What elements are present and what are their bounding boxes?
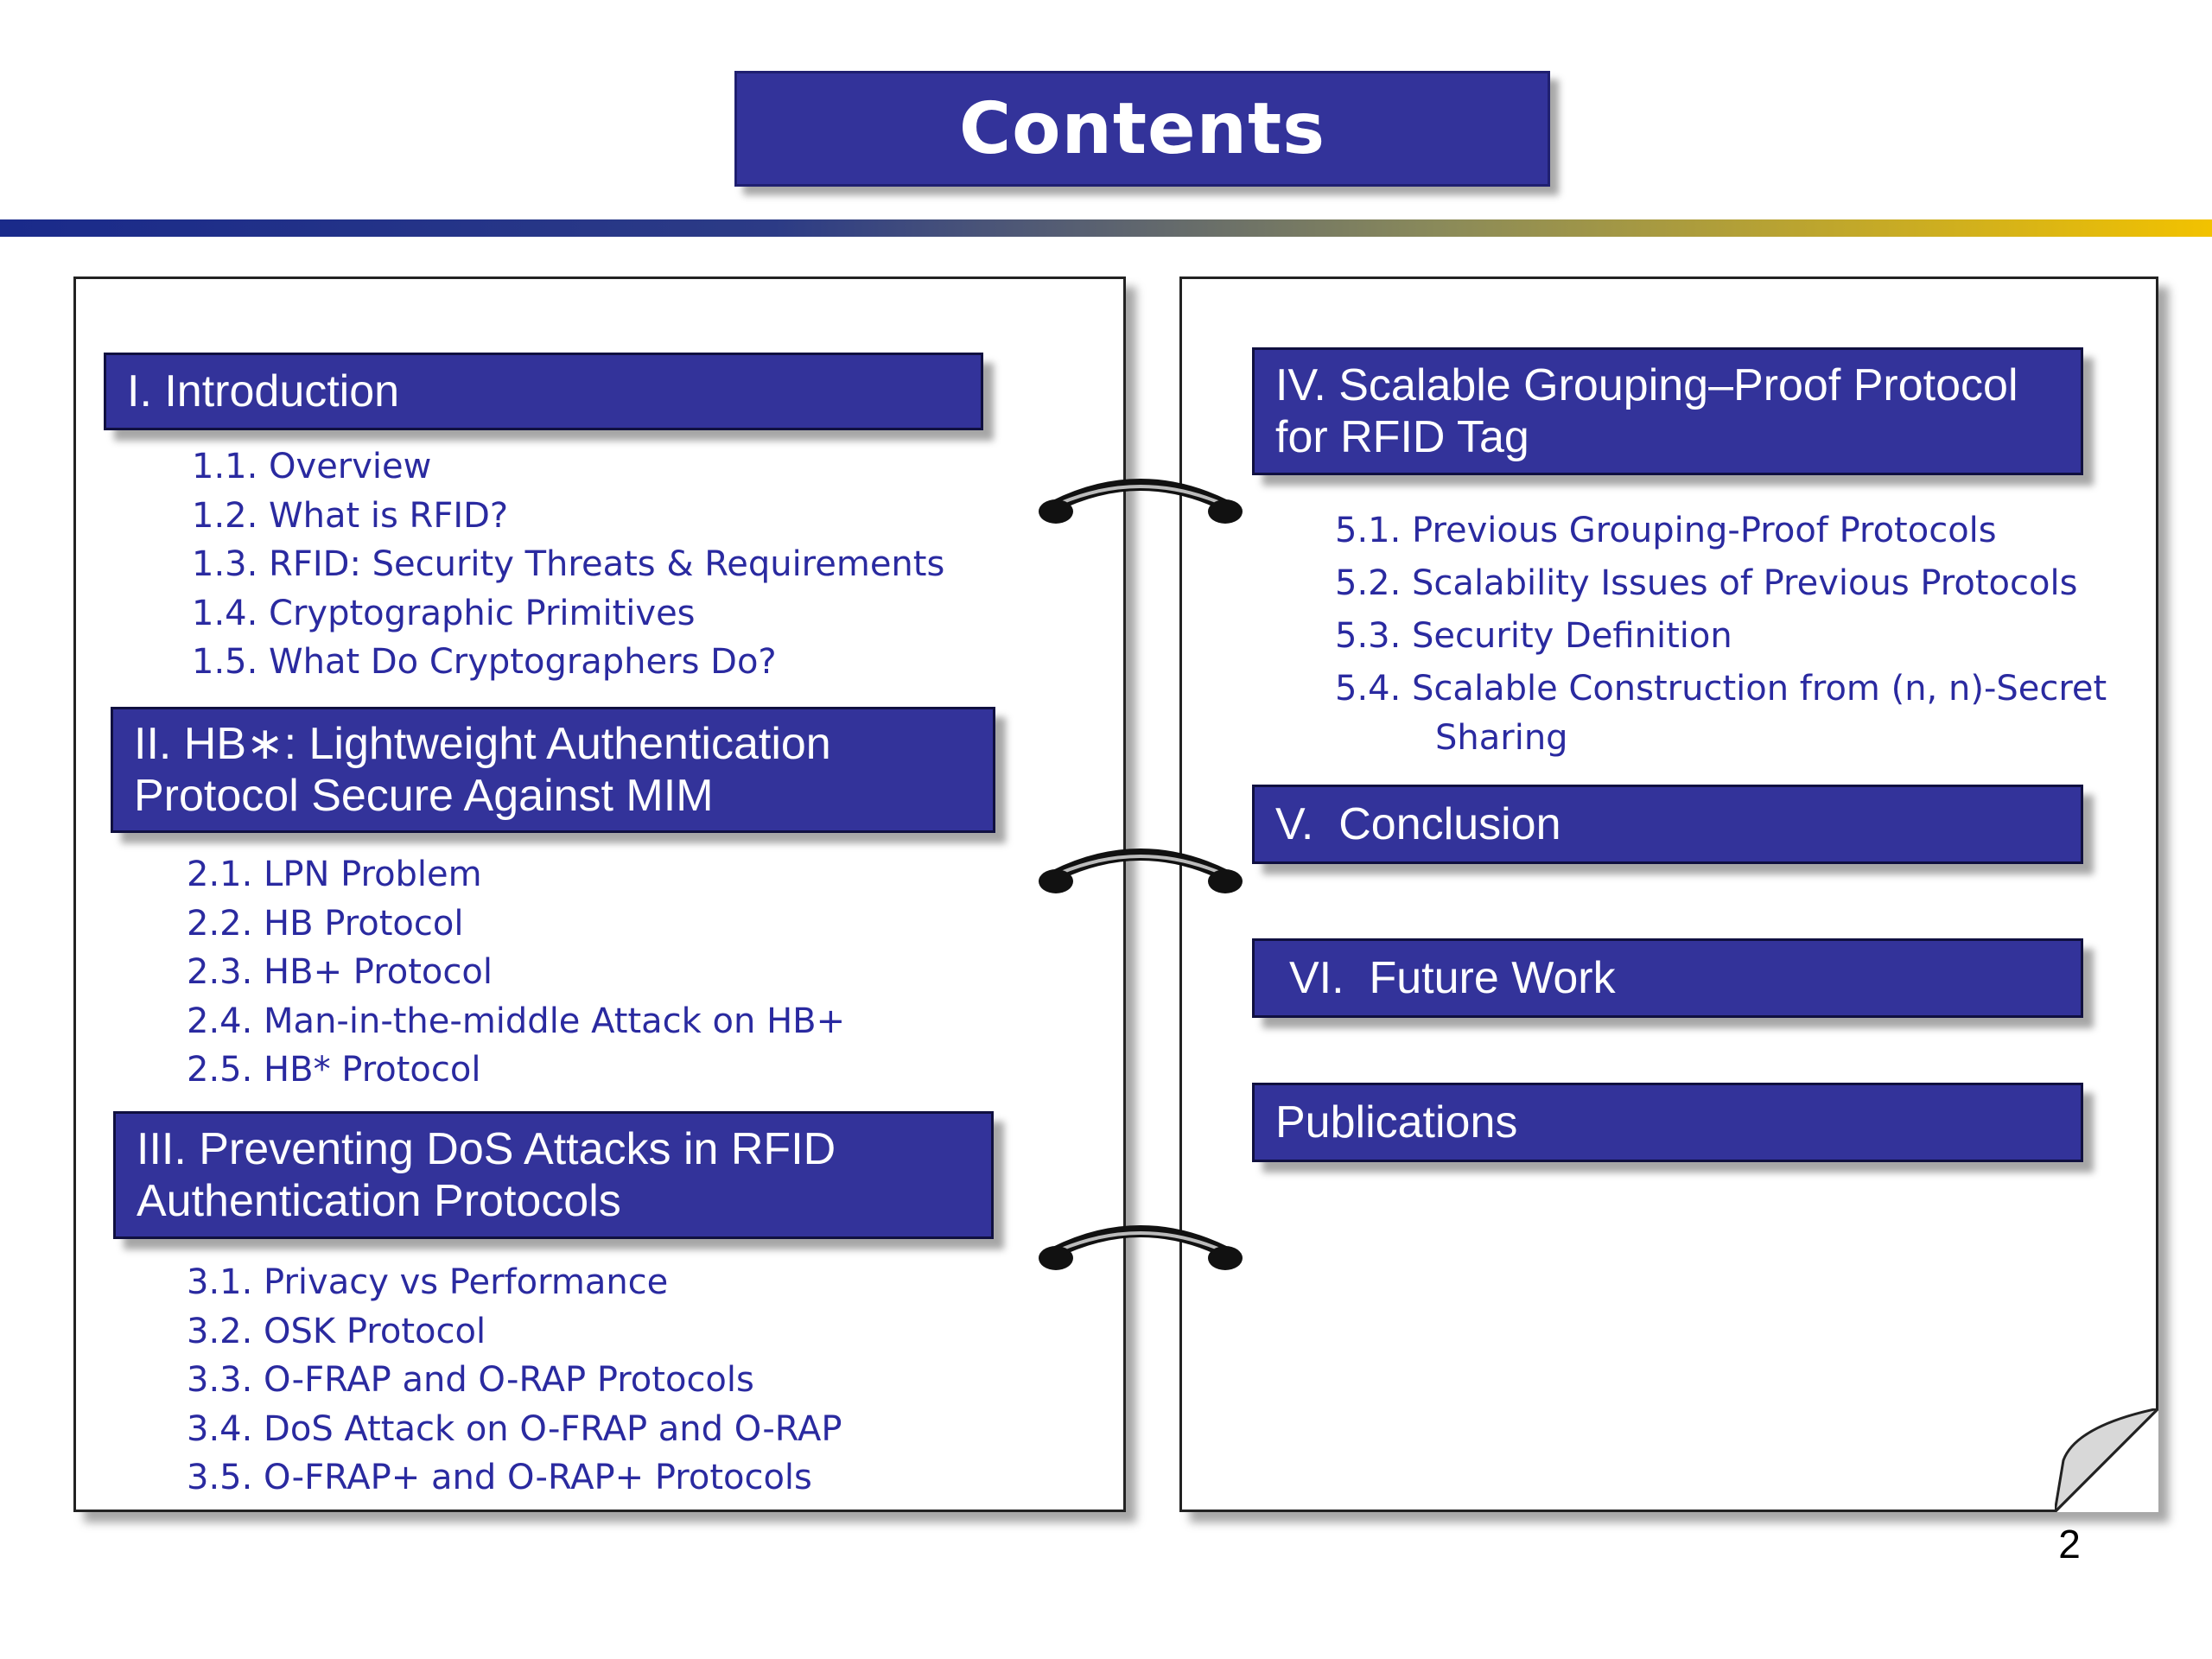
section-scalable-grouping-proof[interactable]	[1252, 347, 2083, 475]
list-item[interactable]: 5.1. Previous Grouping-Proof Protocols	[1335, 511, 1997, 550]
section-heading-line: IV. Scalable Grouping–Proof Protocol	[1275, 360, 2018, 410]
list-item-continuation: Sharing	[1435, 718, 1568, 758]
section-heading-line: V. Conclusion	[1275, 799, 1561, 849]
page-title: Contents	[958, 87, 1326, 170]
list-item[interactable]: 3.3. O-FRAP and O-RAP Protocols	[187, 1360, 754, 1400]
binder-ring-icon	[1037, 836, 1244, 906]
section-heading-line: VI. Future Work	[1289, 953, 1616, 1003]
section-heading-line: I. Introduction	[127, 366, 400, 416]
list-item[interactable]: 3.4. DoS Attack on O-FRAP and O-RAP	[187, 1408, 842, 1449]
binder-ring-icon	[1037, 1213, 1244, 1282]
list-item[interactable]: 2.4. Man-in-the-middle Attack on HB+	[187, 1001, 846, 1041]
section-heading-line: Authentication Protocols	[137, 1176, 621, 1226]
title-divider	[0, 219, 2212, 237]
list-item[interactable]: 1.2. What is RFID?	[192, 495, 509, 536]
list-item[interactable]: 3.2. OSK Protocol	[187, 1311, 486, 1351]
section-heading-line: for RFID Tag	[1275, 412, 1529, 462]
list-item[interactable]: 5.2. Scalability Issues of Previous Protocols	[1335, 563, 2078, 603]
list-item[interactable]: 3.1. Privacy vs Performance	[187, 1262, 669, 1302]
list-item[interactable]: 2.1. LPN Problem	[187, 855, 482, 894]
list-item[interactable]: 1.3. RFID: Security Threats & Requirements	[192, 544, 945, 584]
list-item[interactable]: 2.3. HB+ Protocol	[187, 952, 493, 992]
section-hb-star[interactable]	[111, 707, 995, 833]
hb-star-item-list	[187, 850, 845, 1095]
introduction-item-list	[192, 442, 944, 687]
section-publications[interactable]	[1252, 1083, 2083, 1162]
list-item[interactable]: 1.1. Overview	[192, 447, 432, 486]
scalable-grouping-item-list	[1335, 505, 2107, 760]
list-item[interactable]: 2.5. HB* Protocol	[187, 1050, 481, 1090]
section-preventing-dos[interactable]	[113, 1111, 994, 1239]
list-item[interactable]: 5.3. Security Definition	[1335, 616, 1732, 656]
section-heading-line: II. HB∗: Lightweight Authentication	[134, 719, 831, 769]
preventing-dos-item-list	[187, 1258, 842, 1503]
section-heading-line: Publications	[1275, 1097, 1518, 1147]
section-future-work[interactable]	[1252, 938, 2083, 1018]
binder-ring-icon	[1037, 467, 1244, 536]
section-heading-line: III. Preventing DoS Attacks in RFID	[137, 1124, 836, 1174]
section-conclusion[interactable]	[1252, 785, 2083, 864]
list-item[interactable]: 5.4. Scalable Construction from (n, n)-Secret	[1335, 669, 2107, 709]
page-number: 2	[2058, 1522, 2081, 1567]
page-curl-icon	[2055, 1408, 2158, 1512]
list-item[interactable]: 1.4. Cryptographic Primitives	[192, 593, 696, 633]
page-title-banner	[734, 71, 1550, 187]
list-item[interactable]: 3.5. O-FRAP+ and O-RAP+ Protocols	[187, 1458, 812, 1497]
list-item[interactable]: 1.5. What Do Cryptographers Do?	[192, 642, 777, 682]
list-item[interactable]: 2.2. HB Protocol	[187, 903, 464, 944]
section-heading-line: Protocol Secure Against MIM	[134, 771, 714, 821]
section-introduction[interactable]	[104, 353, 983, 430]
